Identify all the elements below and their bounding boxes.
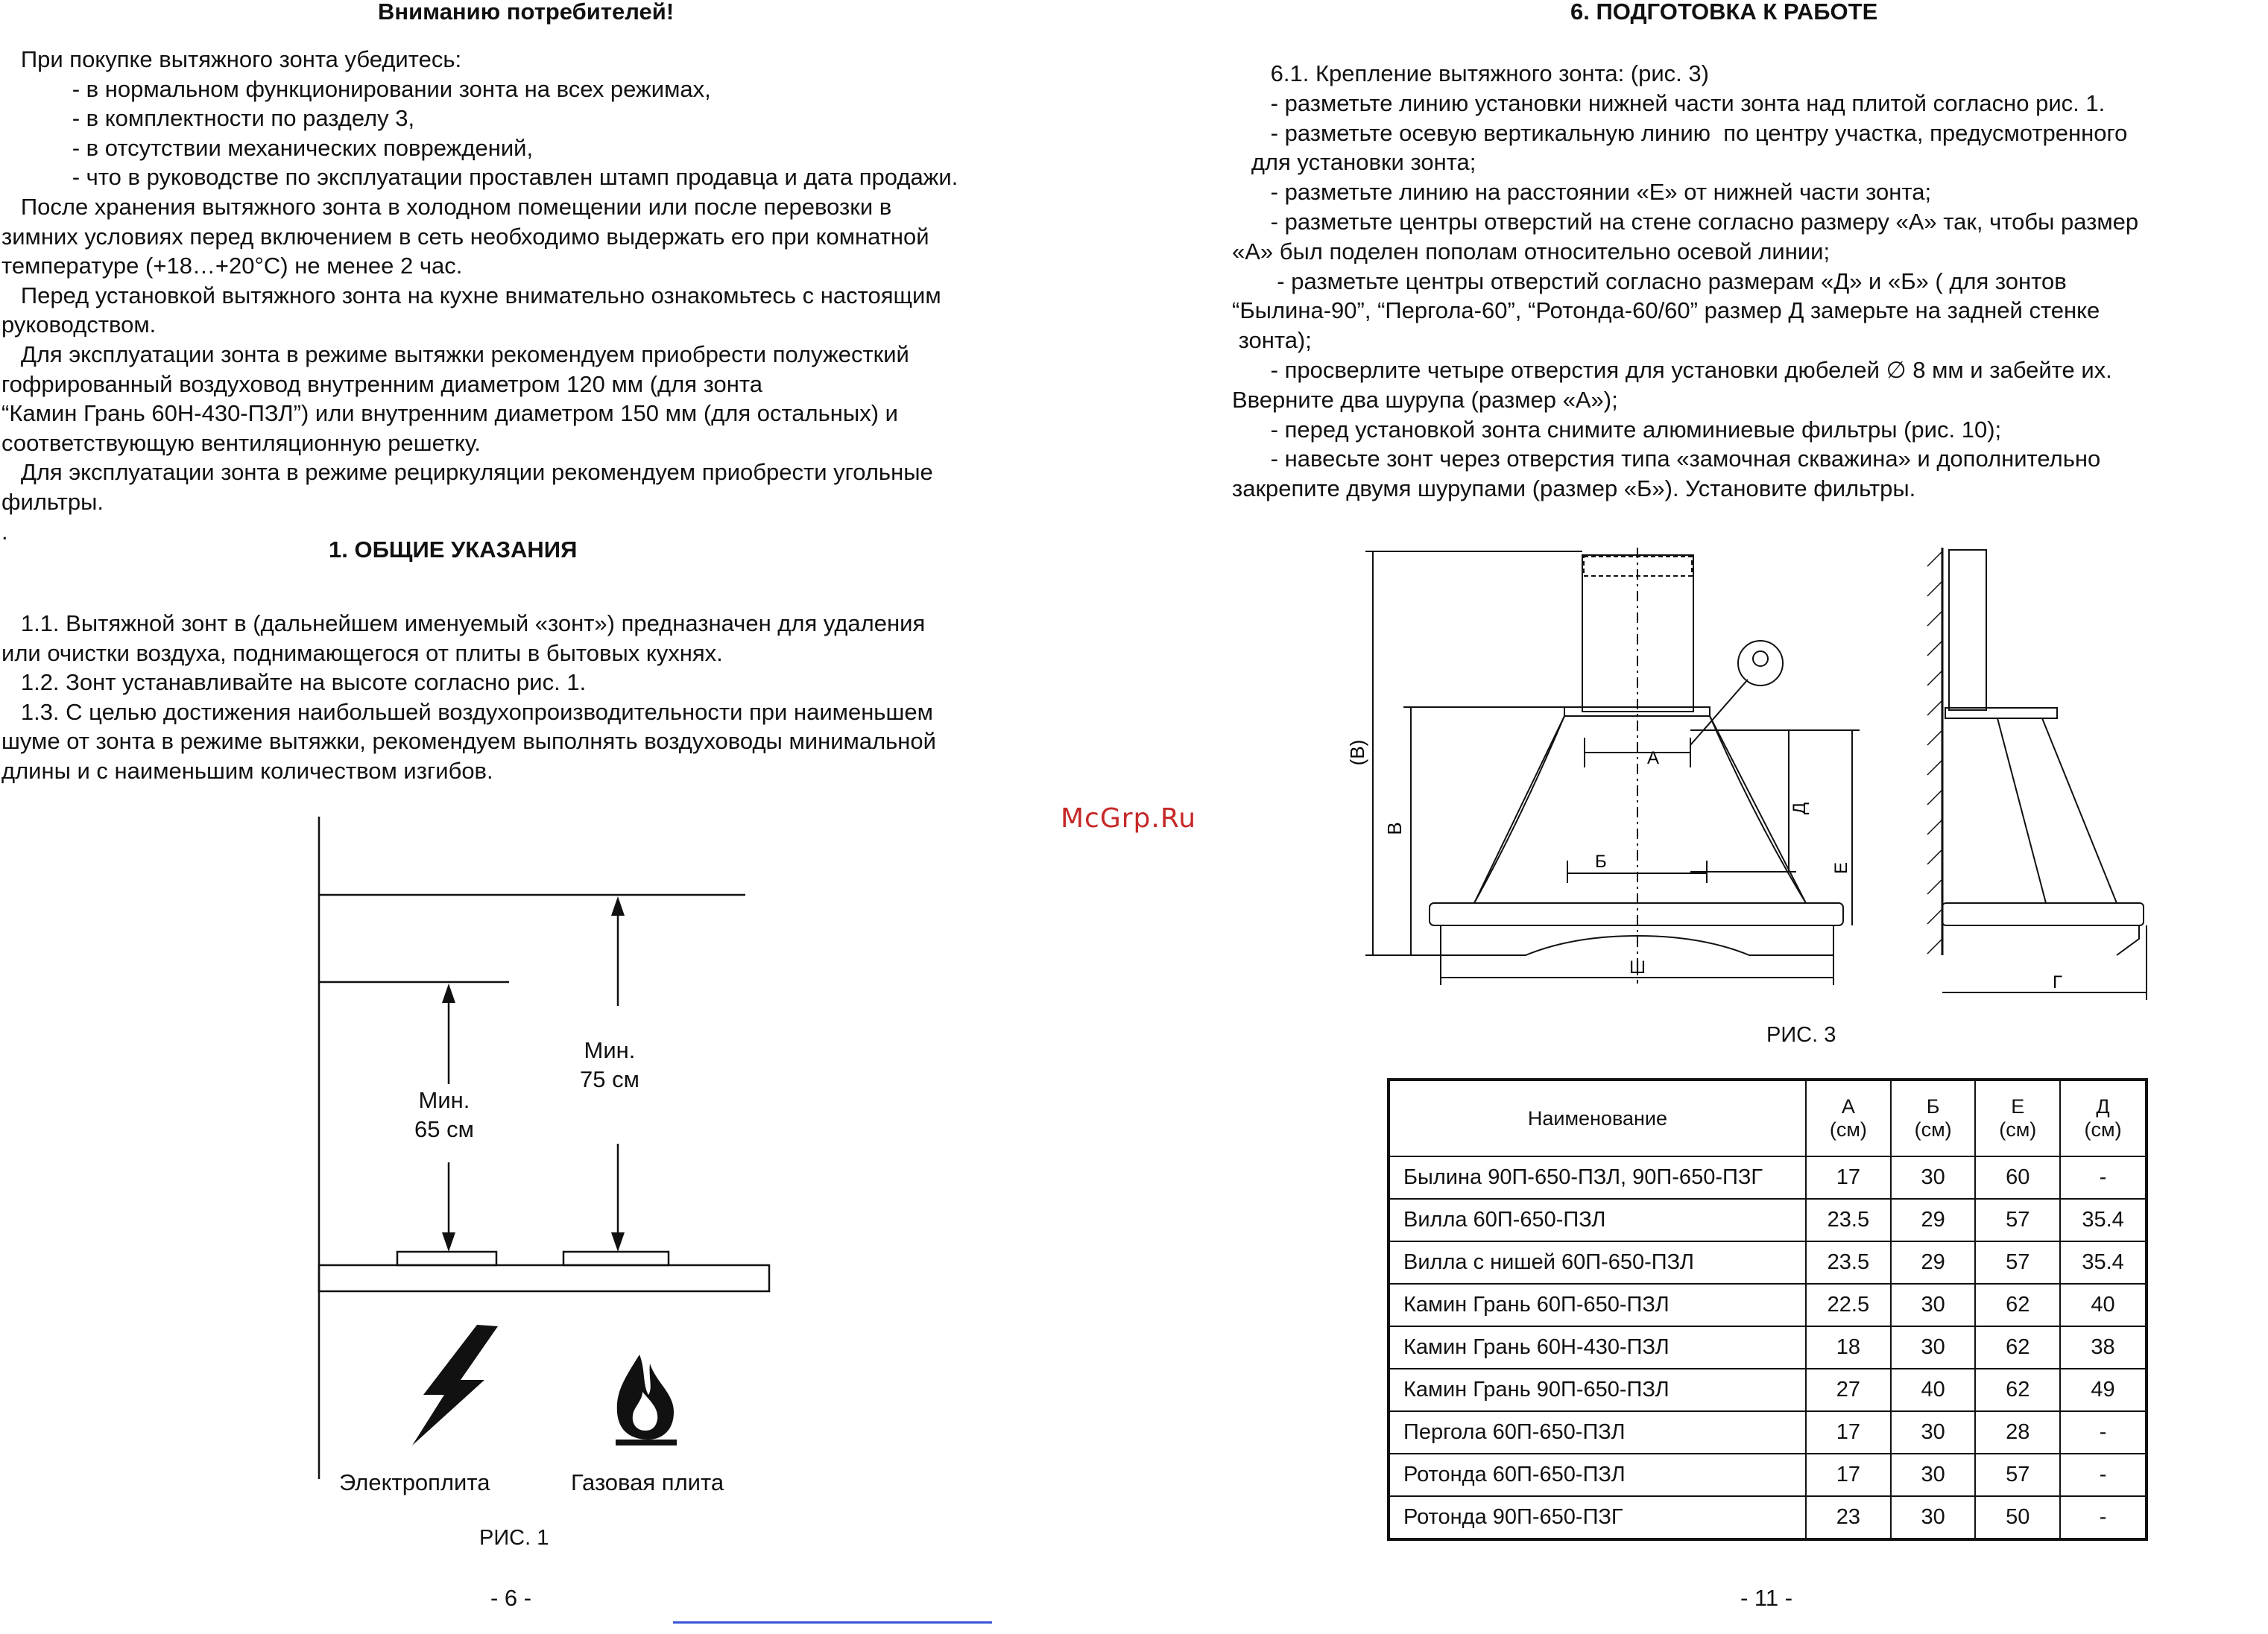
spec-table: [1387, 1078, 2148, 1541]
dim-b-paren-label: (В): [1346, 739, 1368, 766]
text-line: соответствующую вентиляционную решетку.: [1, 429, 481, 456]
cell-a: 23.5: [1806, 1241, 1891, 1284]
cell-name: Ротонда 60П-650-ПЗЛ: [1389, 1454, 1806, 1496]
gas-stove-label: Газовая плита: [571, 1469, 724, 1495]
cell-d: 35.4: [2060, 1199, 2147, 1241]
cell-b: 40: [1891, 1369, 1976, 1411]
cell-e: 50: [1975, 1496, 2060, 1539]
cell-b: 29: [1891, 1241, 1976, 1284]
text-line: шуме от зонта в режиме вытяжки, рекомендуем выполнять воздуховоды минимальной: [1, 728, 936, 755]
text-line: - разметьте осевую вертикальную линию по центру участка, предусмотренного: [1232, 119, 2128, 146]
text-line: - что в руководстве по эксплуатации проставлен штамп продавца и дата продажи.: [1, 164, 958, 191]
page-number-left: - 6 -: [490, 1585, 532, 1611]
keyhole-detail-circle: [1738, 641, 1783, 685]
dim-d-label: Д: [1790, 802, 1810, 815]
cell-a: 27: [1806, 1369, 1891, 1411]
table-header-row: [1389, 1080, 2147, 1156]
text-line: руководством.: [1, 311, 157, 338]
figure-1-caption: РИС. 1: [479, 1526, 549, 1550]
text-line: 1.3. С целью достижения наибольшей воздухопроизводительности при наименьшем: [1, 698, 933, 725]
header-d: Д (см): [2060, 1080, 2147, 1156]
text-line: - разметьте центры отверстий согласно размерам «Д» и «Б» ( для зонтов: [1232, 267, 2067, 294]
cell-b: 30: [1891, 1326, 1976, 1369]
notice-title: Вниманию потребителей!: [378, 0, 675, 25]
text-line: длины и с наименьшим количеством изгибов.: [1, 758, 493, 784]
cell-e: 57: [1975, 1454, 2060, 1496]
text-line: зимних условиях перед включением в сеть необходимо выдержать его при комнатной: [1, 223, 929, 250]
dim-g-label: Г: [2053, 972, 2062, 992]
cell-d: 49: [2060, 1369, 2147, 1411]
text-line: - навесьте зонт через отверстия типа «замочная скважина» и дополнительно: [1232, 446, 2101, 472]
text-line: закрепите двумя шурупами (размер «Б»). Установите фильтры.: [1232, 475, 1916, 502]
text-line: - в комплектности по разделу 3,: [1, 105, 415, 132]
figure-3-caption: РИС. 3: [1766, 1023, 1836, 1047]
cell-b: 30: [1891, 1156, 1976, 1199]
cell-e: 62: [1975, 1369, 2060, 1411]
header-e: Е (см): [1975, 1080, 2060, 1156]
text-line: - разметьте центры отверстий на стене согласно размеру «А» так, чтобы размер: [1232, 209, 2139, 235]
cell-e: 28: [1975, 1411, 2060, 1454]
electric-min-label: Мин. 65 см: [414, 1087, 474, 1142]
cell-b: 30: [1891, 1284, 1976, 1326]
text-line: температуре (+18…+20°С) не менее 2 час.: [1, 253, 463, 279]
text-line: Для эксплуатации зонта в режиме рециркуляции рекомендуем приобрести угольные: [1, 459, 933, 486]
dim-sh-label: Ш: [1629, 957, 1646, 978]
header-b: Б (см): [1891, 1080, 1976, 1156]
text-line: зонта);: [1232, 327, 1312, 354]
electric-stove-label: Электроплита: [339, 1469, 490, 1495]
wall-hatching: [1927, 551, 1942, 954]
keyhole-icon: [1753, 651, 1768, 666]
side-front: [2117, 925, 2139, 955]
link-underline: [673, 1621, 992, 1624]
table-row: [1389, 1326, 2147, 1369]
text-line: - перед установкой зонта снимите алюминиевые фильтры (рис. 10);: [1232, 416, 2002, 443]
table-row: [1389, 1411, 2147, 1454]
text-line: После хранения вытяжного зонта в холодном помещении или после перевозки в: [1, 194, 892, 220]
cell-b: 29: [1891, 1199, 1976, 1241]
text-line: гофрированный воздуховод внутренним диаметром 120 мм (для зонта: [1, 370, 762, 397]
hood-rim: [1430, 903, 1843, 925]
text-line: 1.2. Зонт устанавливайте на высоте согласно рис. 1.: [1, 669, 587, 696]
side-slope: [1997, 718, 2046, 903]
gas-min-label: Мин. 75 см: [580, 1037, 639, 1092]
watermark: McGrp.Ru: [1061, 803, 1197, 834]
cell-d: -: [2060, 1454, 2147, 1496]
table-row: [1389, 1454, 2147, 1496]
hood-left-edge: [1474, 716, 1564, 903]
table-row: [1389, 1369, 2147, 1411]
dim-b-label: В: [1383, 822, 1406, 835]
side-rim: [1942, 903, 2144, 925]
section1-title: 1. ОБЩИЕ УКАЗАНИЯ: [329, 536, 578, 563]
text-line: 1.1. Вытяжной зонт в (дальнейшем именуемый «зонт») предназначен для удаления: [1, 610, 926, 636]
dim-a-label: А: [1647, 748, 1660, 768]
table-row: [1389, 1199, 2147, 1241]
chimney-side: [1949, 550, 1986, 710]
text-line: 6.1. Крепление вытяжного зонта: (рис. 3): [1232, 60, 1709, 86]
cell-e: 60: [1975, 1156, 2060, 1199]
cell-b: 30: [1891, 1454, 1976, 1496]
spec-table-body: [1389, 1156, 2147, 1539]
dim-bb-label: Б: [1595, 852, 1607, 872]
text-line: “Былина-90”, “Пергола-60”, “Ротонда-60/60” размер Д замерьте на задней стенке: [1232, 297, 2100, 324]
cell-a: 22.5: [1806, 1284, 1891, 1326]
cell-name: Ротонда 90П-650-ПЗГ: [1389, 1496, 1806, 1539]
dim-e-label: Е: [1831, 861, 1851, 875]
text-line: - в нормальном функционировании зонта на всех режимах,: [1, 75, 711, 102]
cell-e: 57: [1975, 1199, 2060, 1241]
cell-d: -: [2060, 1411, 2147, 1454]
text-line: .: [1, 518, 8, 545]
text-line: фильтры.: [1, 489, 104, 515]
cell-d: 38: [2060, 1326, 2147, 1369]
cell-e: 57: [1975, 1241, 2060, 1284]
cell-e: 62: [1975, 1326, 2060, 1369]
cell-name: Камин Грань 60П-650-ПЗЛ: [1389, 1284, 1806, 1326]
cell-e: 62: [1975, 1284, 2060, 1326]
cell-name: Камин Грань 90П-650-ПЗЛ: [1389, 1369, 1806, 1411]
cell-d: 40: [2060, 1284, 2147, 1326]
text-line: - в отсутствии механических повреждений,: [1, 134, 534, 161]
cell-a: 23.5: [1806, 1199, 1891, 1241]
section6-title: 6. ПОДГОТОВКА К РАБОТЕ: [1570, 0, 1878, 25]
cell-d: -: [2060, 1156, 2147, 1199]
cell-name: Пергола 60П-650-ПЗЛ: [1389, 1411, 1806, 1454]
table-row: [1389, 1496, 2147, 1539]
text-line: - разметьте линию установки нижней части зонта над плитой согласно рис. 1.: [1232, 89, 2106, 116]
cell-name: Вилла 60П-650-ПЗЛ: [1389, 1199, 1806, 1241]
text-line: или очистки воздуха, поднимающегося от плиты в бытовых кухнях.: [1, 639, 723, 666]
table-row: [1389, 1156, 2147, 1199]
cell-a: 23: [1806, 1496, 1891, 1539]
text-line: «А» был поделен пополам относительно осевой линии;: [1232, 238, 1830, 265]
text-line: - разметьте линию на расстоянии «Е» от нижней части зонта;: [1232, 179, 1932, 206]
cell-name: Вилла с нишей 60П-650-ПЗЛ: [1389, 1241, 1806, 1284]
cell-name: Былина 90П-650-ПЗЛ, 90П-650-ПЗГ: [1389, 1156, 1806, 1199]
cell-b: 30: [1891, 1411, 1976, 1454]
cell-d: 35.4: [2060, 1241, 2147, 1284]
text-line: - просверлите четыре отверстия для установки дюбелей ∅ 8 мм и забейте их.: [1232, 357, 2112, 383]
cell-a: 17: [1806, 1411, 1891, 1454]
text-line: Перед установкой вытяжного зонта на кухне внимательно ознакомьтесь с настоящим: [1, 282, 941, 308]
table-row: [1389, 1241, 2147, 1284]
text-line: для установки зонта;: [1232, 149, 1476, 176]
text-line: При покупке вытяжного зонта убедитесь:: [1, 46, 462, 72]
cell-a: 17: [1806, 1454, 1891, 1496]
header-a: А (см): [1806, 1080, 1891, 1156]
text-line: Для эксплуатации зонта в режиме вытяжки рекомендуем приобрести полужесткий: [1, 341, 909, 367]
table-row: [1389, 1284, 2147, 1326]
cell-a: 17: [1806, 1156, 1891, 1199]
text-line: “Камин Грань 60Н-430-ПЗЛ”) или внутренним диаметром 150 мм (для остальных) и: [1, 400, 898, 427]
cell-d: -: [2060, 1496, 2147, 1539]
text-line: Вверните два шурупа (размер «А»);: [1232, 386, 1618, 413]
cell-a: 18: [1806, 1326, 1891, 1369]
header-name: Наименование: [1389, 1080, 1806, 1156]
cell-name: Камин Грань 60Н-430-ПЗЛ: [1389, 1326, 1806, 1369]
page-number-right: - 11 -: [1740, 1585, 1793, 1611]
cell-b: 30: [1891, 1496, 1976, 1539]
side-slope-2: [2042, 718, 2117, 903]
